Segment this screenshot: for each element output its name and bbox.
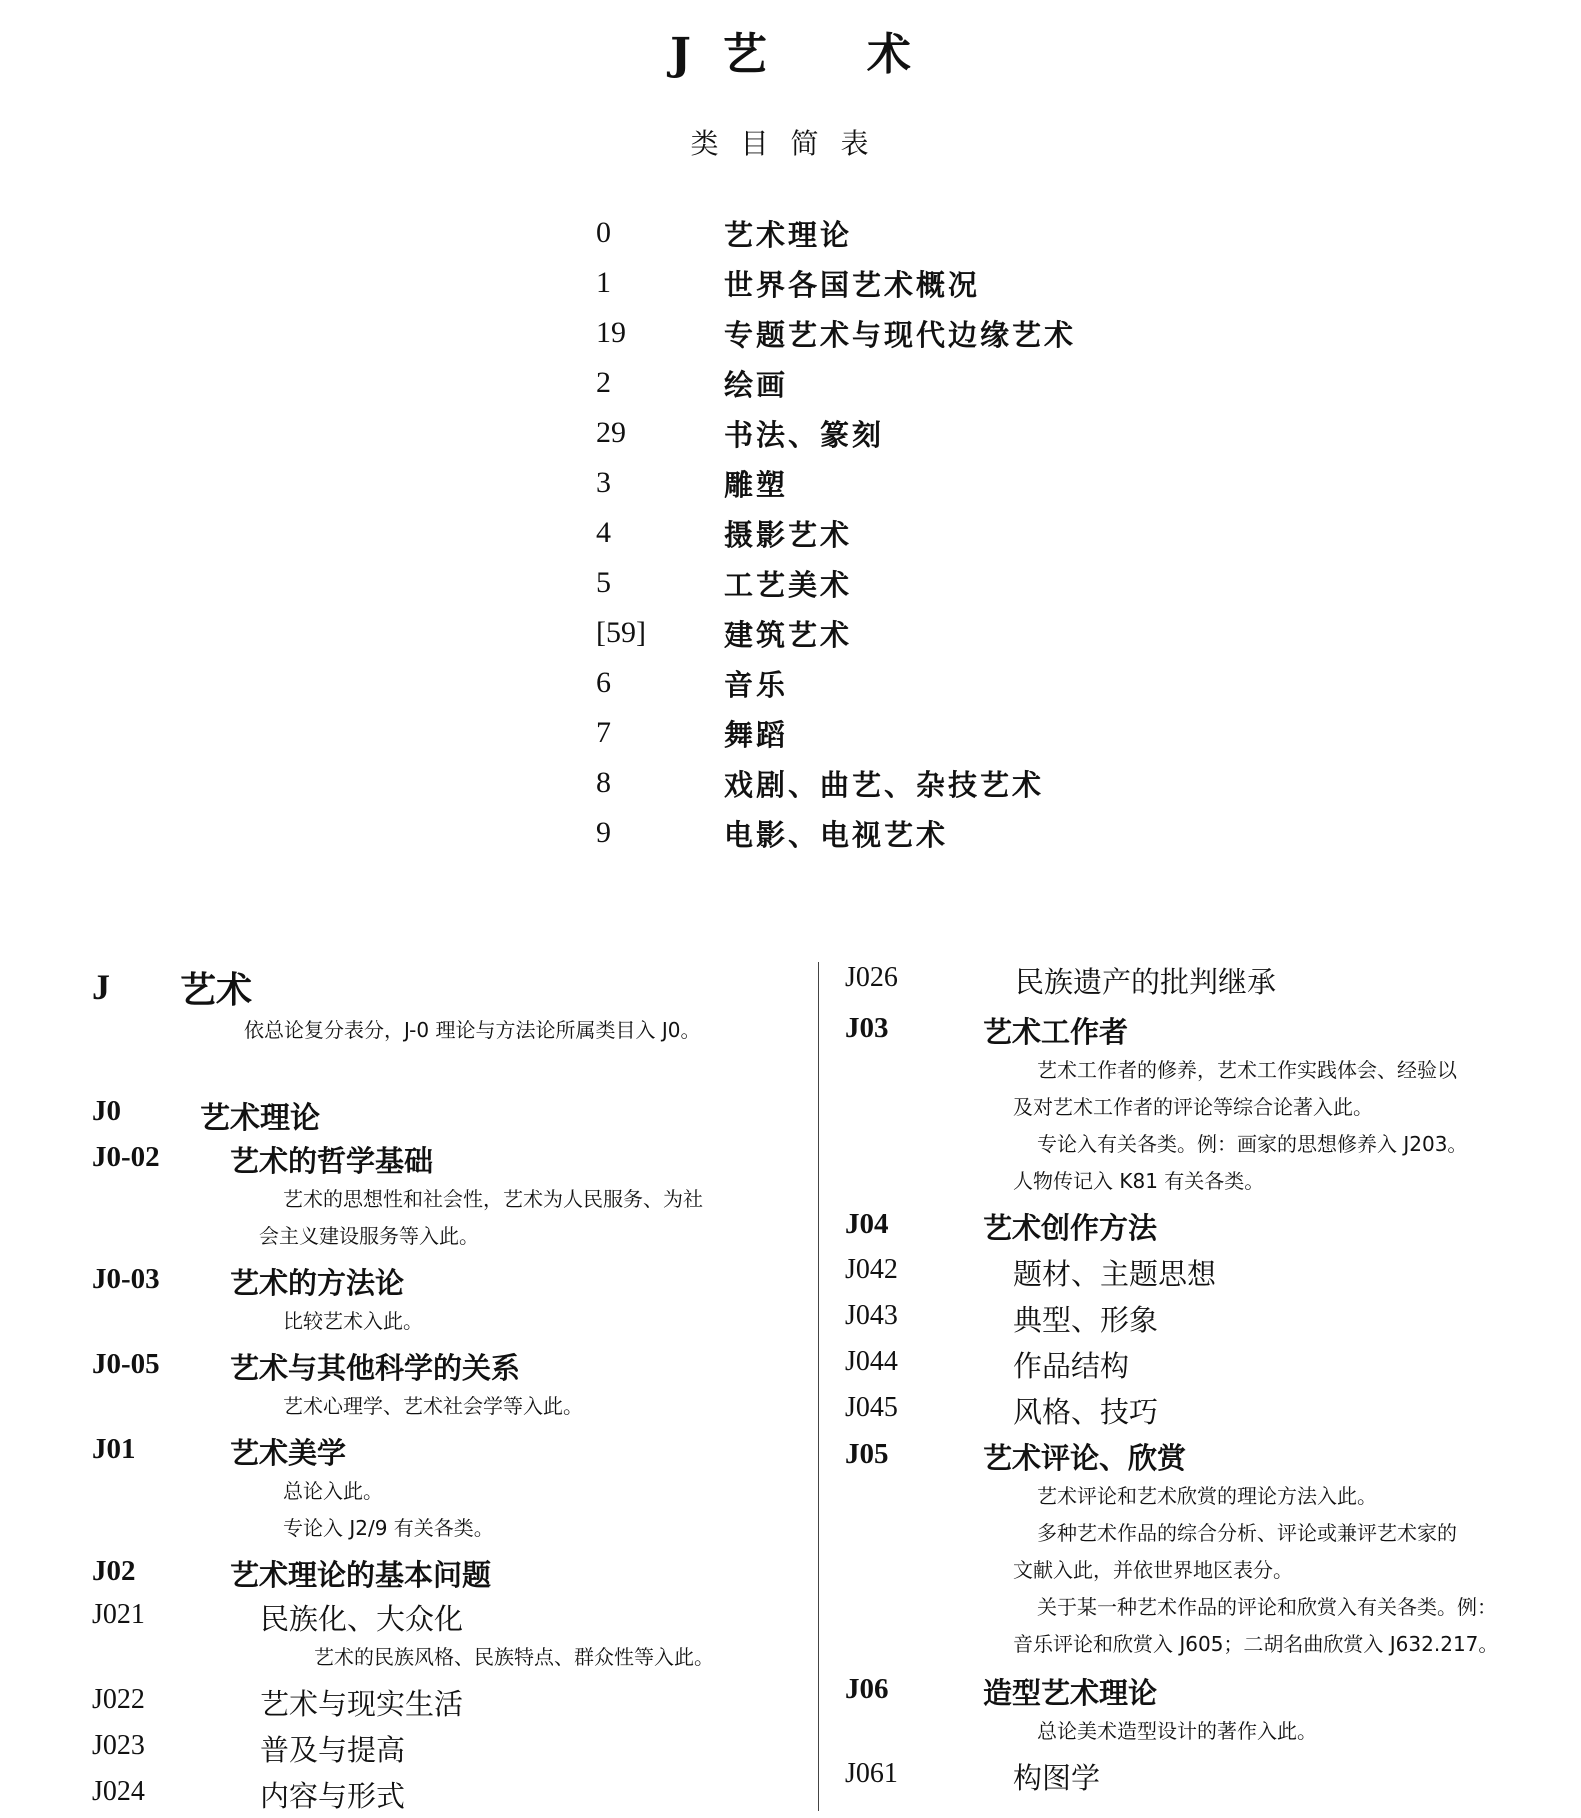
class-code: J045 [845,1392,898,1423]
class-label: 艺术的哲学基础 [230,1144,434,1178]
column-divider [818,962,819,1811]
class-code: J022 [92,1684,145,1715]
summary-name: 专题艺术与现代边缘艺术 [724,317,1077,352]
summary-row [596,758,1196,808]
class-entry [92,1680,792,1726]
note-line: 专论入 J2/9 有关各类。 [283,1516,494,1540]
summary-code: 5 [596,566,611,599]
summary-name: 戏剧、曲艺、杂技艺术 [724,767,1045,802]
class-entry [845,1250,1545,1296]
class-entry [92,1551,792,1595]
class-code: J044 [845,1346,898,1377]
summary-row [596,308,1196,358]
class-entry [92,1344,792,1388]
class-note [845,1713,1545,1750]
summary-code: 7 [596,716,611,749]
note-line: 音乐评论和欣赏入 J605；二胡名曲欣赏入 J632.217。 [1013,1632,1499,1656]
note-line: 会主义建设服务等入此。 [259,1224,479,1248]
class-code: J02 [92,1555,136,1587]
summary-name: 绘画 [724,367,789,402]
class-label: 普及与提高 [260,1733,406,1767]
class-entry [92,1137,792,1181]
summary-name: 世界各国艺术概况 [724,267,981,302]
summary-name: 建筑艺术 [724,617,853,652]
class-entry [845,1342,1545,1388]
class-label: 典型、形象 [1013,1303,1159,1337]
class-label: 艺术美学 [230,1436,347,1470]
class-code: J023 [92,1730,145,1761]
class-entry [845,1434,1545,1478]
class-note [92,1639,792,1676]
class-label: 作品结构 [1013,1349,1130,1383]
summary-code: 3 [596,466,611,499]
class-note [92,1303,792,1340]
summary-code: [59] [596,616,646,649]
class-label: 风格、技巧 [1013,1395,1159,1429]
class-label: 艺术理论 [200,1101,320,1136]
summary-code: 8 [596,766,611,799]
class-note [92,1181,792,1255]
note-line: 比较艺术入此。 [283,1309,423,1333]
note-line: 艺术的民族风格、民族特点、群众性等入此。 [314,1645,714,1669]
class-note [92,1473,792,1547]
summary-code: 29 [596,416,626,449]
summary-table [596,208,1196,858]
class-label: 艺术与其他科学的关系 [230,1351,521,1385]
note-line: 艺术评论和艺术欣赏的理论方法入此。 [1037,1484,1377,1508]
left-column [92,962,792,1818]
class-code: J03 [845,1012,889,1044]
note-line: 及对艺术工作者的评论等综合论著入此。 [1013,1095,1373,1119]
note-line: 关于某一种艺术作品的评论和欣赏入有关各类。例： [1037,1595,1497,1619]
note-line: 总论美术造型设计的著作入此。 [1037,1719,1317,1743]
class-code: J06 [845,1673,889,1705]
summary-name: 书法、篆刻 [724,417,885,452]
class-code: J05 [845,1438,889,1470]
page-title [0,18,1581,82]
summary-row [596,708,1196,758]
class-label: 题材、主题思想 [1013,1257,1217,1291]
class-entry [92,1089,792,1137]
class-code: J061 [845,1758,898,1789]
summary-row [596,358,1196,408]
summary-code: 0 [596,216,611,249]
class-label: 内容与形式 [260,1779,406,1813]
summary-row [596,458,1196,508]
note-line: 艺术工作者的修养，艺术工作实践体会、经验以 [1037,1058,1457,1082]
note-line: 艺术的思想性和社会性，艺术为人民服务、为社 [283,1187,703,1211]
class-code: J0-02 [92,1141,160,1173]
class-label: 艺术评论、欣赏 [983,1441,1187,1475]
class-note [845,1052,1545,1200]
class-label: 艺术与现实生活 [260,1687,464,1721]
title-word-1: 艺 [722,29,767,80]
class-code: J01 [92,1433,136,1465]
class-entry [92,1595,792,1639]
class-entry [92,962,792,1012]
class-code: J024 [92,1776,145,1807]
title-word-2: 术 [866,29,911,80]
note-line: 文献入此，并依世界地区表分。 [1013,1558,1293,1582]
class-code: J0-03 [92,1263,160,1295]
note-line: 艺术心理学、艺术社会学等入此。 [283,1394,583,1418]
summary-row [596,258,1196,308]
class-label: 艺术创作方法 [983,1211,1158,1245]
note-line: 依总论复分表分，J-0 理论与方法论所属类目入 J0。 [244,1018,701,1042]
summary-code: 6 [596,666,611,699]
summary-name: 艺术理论 [724,217,853,252]
class-code: J021 [92,1599,145,1630]
title-letter: J [670,29,691,80]
class-entry [845,1754,1545,1800]
class-label: 造型艺术理论 [983,1676,1158,1710]
class-entry [845,962,1545,1008]
class-label: 构图学 [1013,1761,1101,1795]
note-line: 总论入此。 [283,1479,383,1503]
class-note [845,1478,1545,1663]
summary-name: 电影、电视艺术 [724,817,949,852]
summary-row [596,608,1196,658]
class-entry [845,1388,1545,1434]
class-code: J026 [845,962,898,993]
summary-row [596,808,1196,858]
summary-code: 4 [596,516,611,549]
class-note [92,1012,792,1049]
summary-code: 9 [596,816,611,849]
class-code: J0-05 [92,1348,160,1380]
summary-name: 雕塑 [724,467,789,502]
class-label: 民族遗产的批判继承 [1015,965,1277,999]
summary-row [596,508,1196,558]
summary-code: 19 [596,316,626,349]
class-code: J042 [845,1254,898,1285]
note-line: 多种艺术作品的综合分析、评论或兼评艺术家的 [1037,1521,1457,1545]
class-entry [92,1259,792,1303]
class-entry [92,1726,792,1772]
summary-name: 工艺美术 [724,567,853,602]
class-entry [845,1008,1545,1052]
class-label: 民族化、大众化 [260,1602,464,1636]
class-entry [845,1669,1545,1713]
class-code: J04 [845,1208,889,1240]
class-code: J043 [845,1300,898,1331]
class-entry [845,1204,1545,1250]
summary-row [596,408,1196,458]
class-entry [92,1772,792,1818]
class-note [92,1388,792,1425]
summary-row [596,558,1196,608]
right-column [845,962,1545,1800]
class-label: 艺术理论的基本问题 [230,1558,492,1592]
class-code: J [92,967,110,1007]
note-line: 人物传记入 K81 有关各类。 [1013,1169,1265,1193]
summary-name: 舞蹈 [724,717,789,752]
class-label: 艺术的方法论 [230,1266,405,1300]
note-line: 专论入有关各类。例：画家的思想修养入 J203。 [1037,1132,1468,1156]
class-entry [845,1296,1545,1342]
class-label: 艺术 [180,970,253,1011]
class-code: J0 [92,1095,121,1127]
summary-subtitle: 类目简表 [690,127,891,160]
summary-code: 2 [596,366,611,399]
summary-code: 1 [596,266,611,299]
class-entry [92,1429,792,1473]
summary-row [596,658,1196,708]
class-label: 艺术工作者 [983,1015,1129,1049]
summary-name: 音乐 [724,667,789,702]
summary-name: 摄影艺术 [724,517,853,552]
summary-row [596,208,1196,258]
